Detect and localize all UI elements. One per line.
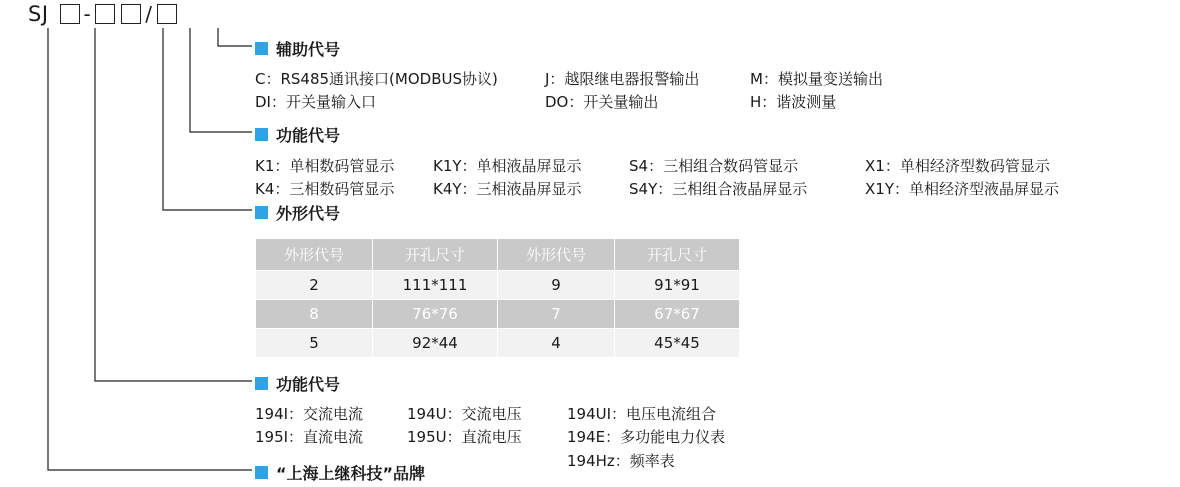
table-cell: 91*91 (615, 271, 740, 300)
square-marker-icon (255, 466, 268, 479)
aux-row-1: C：RS485通讯接口(MODBUS协议) J：越限继电器报警输出 M：模拟量变送输出 (255, 70, 883, 88)
section-title-function-model: 功能代号 (255, 372, 340, 395)
section-body-function-display (255, 155, 1059, 202)
table-header-cell: 外形代号 (256, 239, 373, 271)
model-row-3: 194Hz：频率表 (567, 451, 675, 470)
display-row-1: K1：单相数码管显示 K1Y：单相液晶屏显示 S4：三相组合数码管显示 X1：单相经济型数码管显示 (255, 157, 1050, 175)
model-prefix: SJ (28, 2, 49, 26)
table-cell: 111*111 (373, 271, 498, 300)
table-row (256, 329, 740, 358)
code-box-1 (60, 4, 80, 24)
section-title-shape: 外形代号 (255, 201, 340, 224)
section-title-function-display: 功能代号 (255, 123, 340, 146)
display-row-2: K4：三相数码管显示 K4Y：三相液晶屏显示 S4Y：三相组合液晶屏显示 X1Y：单相经济型液晶屏显示 (255, 180, 1059, 199)
table-cell: 45*45 (615, 329, 740, 358)
table-cell: 7 (498, 300, 615, 329)
table-row (256, 300, 740, 329)
table-cell: 8 (256, 300, 373, 329)
section-title-brand: “上海上继科技”品牌 (255, 461, 425, 484)
section-body-aux (255, 68, 883, 115)
table-cell: 67*67 (615, 300, 740, 329)
table-row (256, 271, 740, 300)
section-title-aux: 辅助代号 (255, 37, 340, 60)
table-header-cell: 开孔尺寸 (615, 239, 740, 271)
code-box-2 (95, 4, 115, 24)
table-cell: 9 (498, 271, 615, 300)
model-row-2: 195I：直流电流 195U：直流电压 194E：多功能电力仪表 (255, 428, 726, 447)
table-cell: 4 (498, 329, 615, 358)
model-row-1: 194I：交流电流 194U：交流电压 194UI：电压电流组合 (255, 405, 717, 423)
model-code-row (28, 2, 180, 26)
code-box-3 (121, 4, 141, 24)
shape-code-table (255, 238, 740, 358)
square-marker-icon (255, 128, 268, 141)
table-cell: 92*44 (373, 329, 498, 358)
table-cell: 76*76 (373, 300, 498, 329)
square-marker-icon (255, 206, 268, 219)
square-marker-icon (255, 377, 268, 390)
aux-row-2: DI：开关量输入口 DO：开关量输出 H：谐波测量 (255, 93, 837, 112)
code-box-4 (157, 4, 177, 24)
table-cell: 5 (256, 329, 373, 358)
code-separator-slash: / (145, 2, 153, 26)
code-separator-dash: - (83, 2, 92, 26)
table-header-cell: 开孔尺寸 (373, 239, 498, 271)
table-header-cell: 外形代号 (498, 239, 615, 271)
table-cell: 2 (256, 271, 373, 300)
table-header-row (256, 239, 740, 271)
square-marker-icon (255, 42, 268, 55)
